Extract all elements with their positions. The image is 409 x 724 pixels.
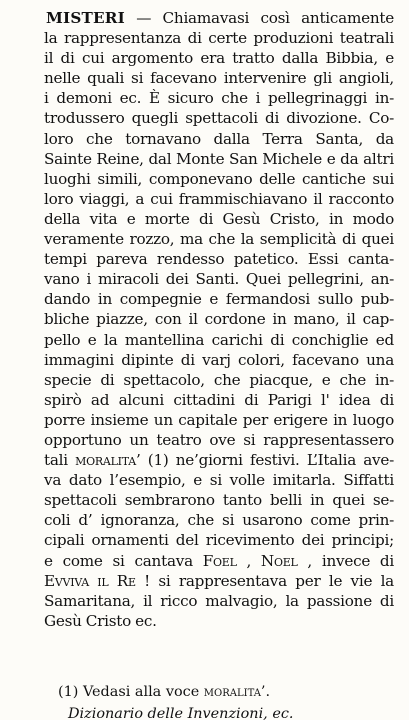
text-fragment: , xyxy=(236,551,261,570)
text-line: spettacoli sembrarono tanto belli in quei se- xyxy=(44,491,394,510)
text-fragment: (1) ne’giorni festivi. L’Italia ave- xyxy=(140,451,394,470)
text-line: spirò ad alcuni cittadini di Parigi l' idea di xyxy=(44,390,394,409)
moralita-line xyxy=(44,450,394,470)
text-line: bliche piazze, con il cordone in mano, il cap- xyxy=(44,310,394,329)
foel-noel-line xyxy=(44,551,394,571)
text-line: Samaritana, il ricco malvagio, la passione di xyxy=(44,591,394,610)
text-line: dando in compegnie e fermandosi sullo pub- xyxy=(44,290,394,309)
article-body xyxy=(44,8,394,631)
text-line: immagini dipinte di varj colori, facevano una xyxy=(44,350,394,369)
smallcaps-term: Noel xyxy=(260,551,298,570)
text-line: il di cui argomento era tratto dalla Bibbia, e xyxy=(44,49,394,68)
text-line: pello e la mantellina carichi di conchiglie ed xyxy=(44,330,394,349)
text-fragment: tali xyxy=(44,451,76,470)
smallcaps-term: Evviva il Re xyxy=(44,571,136,590)
text-line: la rappresentanza di certe produzioni teatrali xyxy=(44,29,394,48)
text-fragment: , invece di xyxy=(297,551,395,570)
article-first-line xyxy=(46,8,394,28)
text-line: specie di spettacolo, che piacque, e che in- xyxy=(44,370,394,389)
text-line: tempi pareva rendesso patetico. Essi canta- xyxy=(44,250,394,269)
text-fragment: ! si rappresentava per le vie la xyxy=(135,571,394,590)
evviva-line xyxy=(44,571,394,591)
smallcaps-term: Foel xyxy=(202,551,237,570)
text-line: vano i miracoli dei Santi. Quei pellegrini, an- xyxy=(44,270,394,289)
text-line: loro viaggi, a cui frammischiavano il racconto xyxy=(44,189,394,208)
text-line: i demoni ec. È sicuro che i pellegrinaggi in- xyxy=(44,89,394,108)
text-line: nelle quali si facevano intervenire gli angioli, xyxy=(44,69,394,88)
text-fragment: . xyxy=(265,684,271,700)
text-line-last: Gesù Cristo ec. xyxy=(44,611,157,630)
article-headword: MISTERI xyxy=(46,9,125,27)
first-line-text: Chiamavasi così anticamente xyxy=(162,9,394,27)
footnote xyxy=(58,682,293,724)
text-line: luoghi simili, componevano delle cantiche sui xyxy=(44,169,394,188)
text-line: veramente rozzo, ma che la semplicità di quei xyxy=(44,230,394,249)
text-line: trodussero quegli spettacoli di divozione. Co- xyxy=(44,109,394,128)
text-fragment: (1) Vedasi alla voce xyxy=(58,684,204,700)
headword-dash: — xyxy=(124,9,163,27)
footnote-reference xyxy=(58,682,293,704)
text-line: porre insieme un capitale per erigere in luogo xyxy=(44,410,394,429)
text-line: della vita e morte di Gesù Cristo, in modo xyxy=(44,209,394,228)
text-line: loro che tornavano dalla Terra Santa, da xyxy=(44,129,394,148)
footnote-source: Dizionario delle Invenzioni, ec. xyxy=(68,706,294,722)
text-line: opportuno un teatro ove si rappresentassero xyxy=(44,430,394,449)
text-fragment: e come si cantava xyxy=(44,551,203,570)
smallcaps-term: moralita’ xyxy=(75,451,141,470)
text-line: Sainte Reine, dal Monte San Michele e da altri xyxy=(44,149,394,168)
smallcaps-term: moralita’ xyxy=(203,684,266,700)
text-line: coli d’ ignoranza, che si usarono come prin- xyxy=(44,511,394,530)
text-line: cipali ornamenti del ricevimento dei principi; xyxy=(44,531,394,550)
text-line: va dato l’esempio, e si volle imitarla. Siffatti xyxy=(44,471,394,490)
